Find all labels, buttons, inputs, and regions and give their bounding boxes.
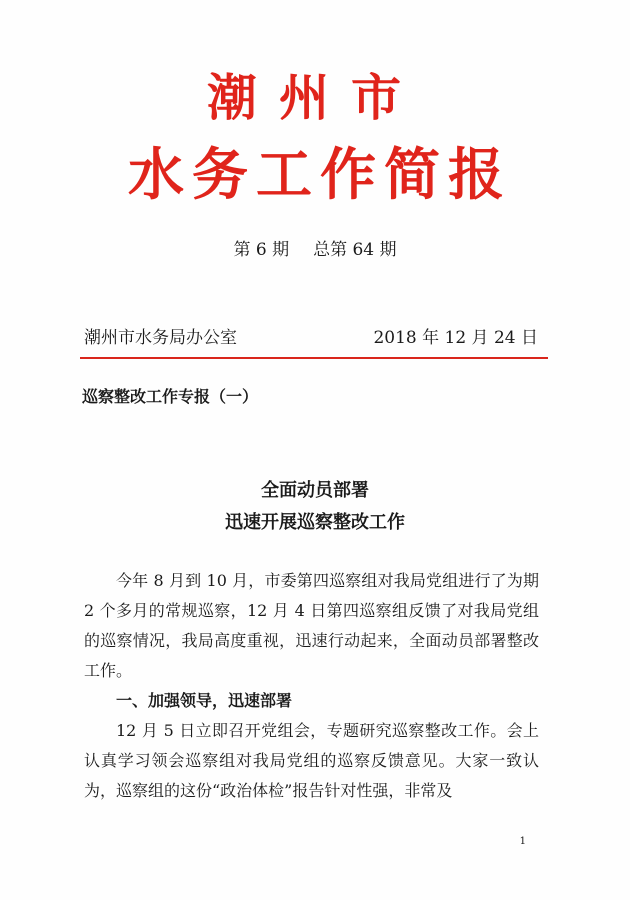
bulletin-title-main: 水务工作简报 bbox=[128, 142, 512, 208]
issue-line bbox=[0, 238, 630, 262]
paragraph: 12 月 5 日立即召开党组会，专题研究巡察整改工作。会上认真学习领会巡察组对我局党组的巡察反馈意见。大家一致认为，巡察组的这份“政治体检”报告针对性强，非常及 bbox=[84, 721, 539, 800]
article-headline-line1: 全面动员部署 bbox=[261, 480, 369, 501]
paragraph: 今年 8 月到 10 月，市委第四巡察组对我局党组进行了为期 2 个多月的常规巡察，12 月 4 日第四巡察组反馈了对我局党组的巡察情况，我局高度重视，迅速行动起来，全面动员部署整改工作。 bbox=[84, 571, 539, 680]
article-body bbox=[84, 566, 539, 806]
page-number: 1 bbox=[519, 836, 526, 847]
issue-date: 2018 年 12 月 24 日 bbox=[373, 328, 538, 348]
issue-number: 第 6 期 bbox=[233, 240, 290, 260]
series-title: 巡察整改工作专报（一） bbox=[82, 387, 259, 406]
section-heading: 一、加强领导，迅速部署 bbox=[116, 691, 293, 710]
article-headline-line2: 迅速开展巡察整改工作 bbox=[225, 512, 405, 533]
issuing-office: 潮州市水务局办公室 bbox=[84, 328, 237, 348]
issue-total-number: 总第 64 期 bbox=[313, 240, 397, 260]
bulletin-title-city: 潮州市 bbox=[207, 68, 423, 127]
red-divider-line bbox=[80, 357, 548, 359]
